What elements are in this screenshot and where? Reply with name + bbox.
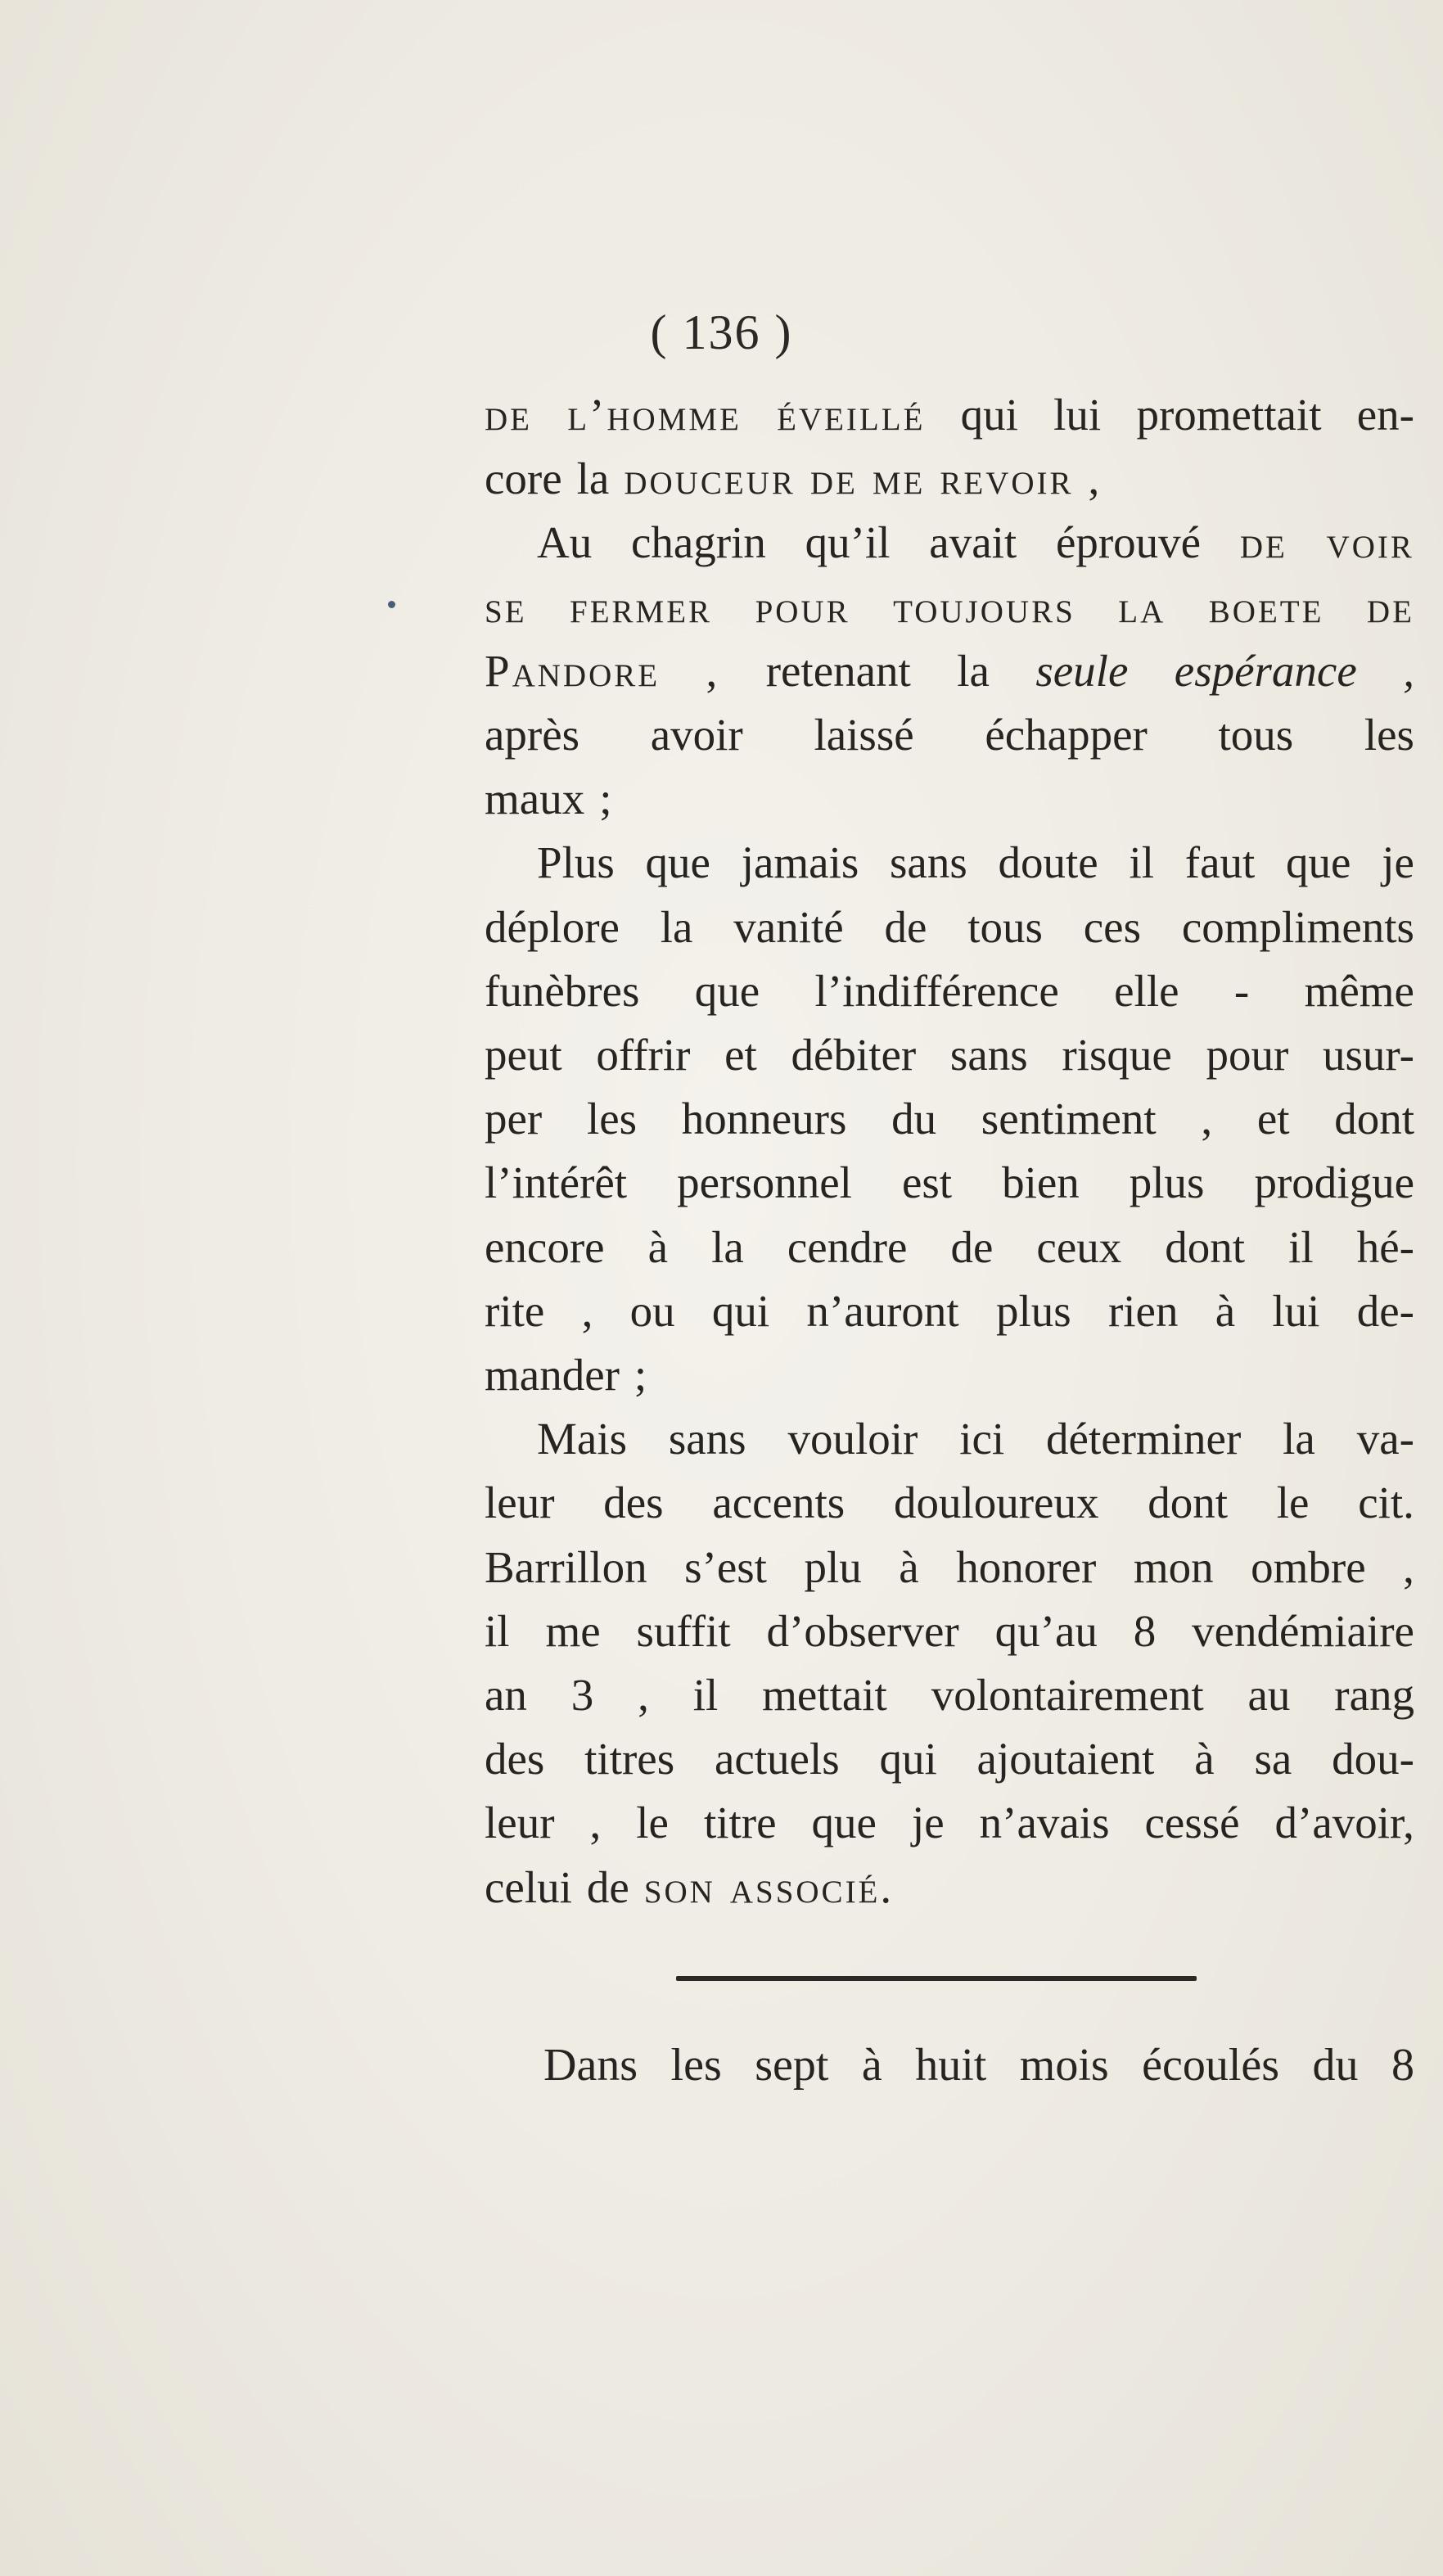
word: mettait — [762, 1670, 887, 1720]
word: éprouvé — [1055, 517, 1202, 568]
word: et — [724, 1030, 757, 1080]
word: leur — [485, 1798, 555, 1848]
word: cit. — [1358, 1477, 1414, 1528]
word: boete — [1208, 581, 1324, 632]
word: bien — [1002, 1157, 1080, 1208]
word: du — [1312, 2040, 1359, 2091]
word: ceux — [1036, 1221, 1122, 1272]
text-line — [485, 767, 1414, 831]
text-line — [485, 1087, 1414, 1151]
text-line — [485, 575, 1414, 639]
word: maux — [485, 774, 585, 824]
word: il — [692, 1670, 719, 1720]
word: le — [636, 1798, 669, 1848]
word: accents — [712, 1477, 846, 1528]
word: que — [811, 1798, 877, 1848]
word: seule — [1035, 645, 1129, 696]
word: cessé — [1144, 1798, 1240, 1848]
word: dont — [1148, 1477, 1228, 1528]
word: se — [485, 581, 527, 632]
word: débiter — [791, 1030, 917, 1080]
word: du — [891, 1094, 937, 1144]
word: , — [706, 645, 720, 696]
word: la — [660, 901, 693, 952]
word: Mais — [537, 1414, 627, 1464]
word: an — [485, 1670, 527, 1720]
word: voir — [1326, 517, 1414, 568]
word: l’intérêt — [485, 1157, 628, 1208]
word: titres — [584, 1734, 675, 1784]
word: elle — [1114, 965, 1179, 1016]
word: huit — [915, 2040, 987, 2091]
word: core — [485, 453, 562, 504]
word: d’observer — [766, 1605, 959, 1656]
word: per — [485, 1094, 543, 1144]
word: associé. — [729, 1861, 895, 1912]
word: à — [861, 2040, 882, 2091]
word: 8 — [1391, 2040, 1414, 2091]
word: ajoutaient — [976, 1734, 1155, 1784]
word: pour — [755, 581, 850, 632]
word: ; — [599, 774, 612, 824]
word: mois — [1019, 2040, 1109, 2091]
word: chagrin — [630, 517, 766, 568]
word: tous — [1218, 710, 1294, 760]
word: déplore — [485, 901, 620, 952]
word: avoir — [650, 710, 743, 760]
word: à — [899, 1541, 919, 1592]
word: l’homme — [567, 390, 742, 440]
word: espérance — [1174, 645, 1357, 696]
word: sans — [949, 1030, 1028, 1080]
word: et — [1256, 1094, 1290, 1144]
word: rite — [485, 1285, 545, 1336]
word: que — [1286, 837, 1351, 888]
text-line — [485, 1279, 1414, 1343]
word: il — [485, 1605, 510, 1656]
word: Barrillon — [485, 1541, 647, 1592]
word: usur- — [1322, 1030, 1414, 1080]
word: plus — [995, 1285, 1071, 1336]
word: plu — [804, 1541, 862, 1592]
word: plus — [1129, 1157, 1205, 1208]
word: de- — [1356, 1285, 1414, 1336]
text-line — [485, 639, 1414, 703]
text-line — [485, 383, 1414, 447]
text-line — [485, 1727, 1414, 1791]
word: va- — [1356, 1414, 1414, 1464]
word: cendre — [787, 1221, 908, 1272]
word: retenant — [765, 645, 911, 696]
text-line — [485, 1663, 1414, 1727]
word: qu’au — [994, 1605, 1098, 1656]
page-number: ( 136 ) — [650, 305, 793, 359]
word: la — [1283, 1414, 1315, 1464]
word: faut — [1184, 837, 1256, 888]
text-line — [485, 1856, 1414, 1920]
word: suffit — [636, 1605, 731, 1656]
word: de — [809, 453, 858, 504]
word: me — [872, 453, 926, 504]
word: je — [911, 1798, 945, 1848]
word: peut — [485, 1030, 562, 1080]
word: des — [485, 1734, 545, 1784]
section-divider — [676, 1976, 1197, 1981]
word: le — [1276, 1477, 1310, 1528]
word: éveillé — [777, 390, 926, 440]
word: prodigue — [1254, 1157, 1414, 1208]
text-line — [485, 959, 1414, 1023]
word: promettait — [1136, 390, 1322, 440]
word: son — [643, 1861, 715, 1912]
word: sept — [755, 2040, 829, 2091]
word: sans — [668, 1414, 746, 1464]
word: il — [1129, 837, 1155, 888]
word: ici — [959, 1414, 1005, 1464]
word: la — [711, 1221, 744, 1272]
word: l’indifférence — [814, 965, 1059, 1016]
word: les — [1364, 710, 1414, 760]
word: tous — [967, 901, 1043, 952]
word: laissé — [814, 710, 914, 760]
word: même — [1304, 965, 1414, 1016]
word: dont — [1334, 1094, 1414, 1144]
word: sans — [890, 837, 967, 888]
word: titre — [703, 1798, 777, 1848]
word: douceur — [624, 453, 796, 504]
word: déterminer — [1046, 1414, 1242, 1464]
text-line — [485, 1216, 1414, 1279]
word: mander — [485, 1350, 620, 1400]
word: est — [901, 1157, 953, 1208]
word: honneurs — [681, 1094, 847, 1144]
word: , — [581, 1285, 593, 1336]
text-line — [485, 1471, 1414, 1535]
text-line — [485, 1536, 1414, 1599]
word: vendémiaire — [1192, 1605, 1414, 1656]
text-line — [485, 896, 1414, 959]
word: je — [1382, 837, 1414, 888]
word: doute — [998, 837, 1098, 888]
word: funèbres — [485, 965, 640, 1016]
word: n’auront — [806, 1285, 959, 1336]
word: , — [638, 1670, 649, 1720]
word: sentiment — [981, 1094, 1157, 1144]
word: qui — [711, 1285, 770, 1336]
word: ou — [629, 1285, 675, 1336]
word: compliments — [1181, 901, 1414, 952]
word: de — [884, 901, 927, 952]
word: la — [957, 645, 990, 696]
word: les — [670, 2040, 722, 2091]
word: celui — [485, 1861, 572, 1912]
word: , — [1201, 1094, 1213, 1144]
word: échapper — [985, 710, 1148, 760]
word: avait — [929, 517, 1017, 568]
word: me — [545, 1605, 601, 1656]
word: n’avais — [979, 1798, 1110, 1848]
word: au — [1247, 1670, 1291, 1720]
word: personnel — [677, 1157, 852, 1208]
word: 3 — [570, 1670, 594, 1720]
word: mon — [1133, 1541, 1214, 1592]
word: Plus — [537, 837, 615, 888]
word: d’avoir, — [1274, 1798, 1414, 1848]
word: , — [1403, 645, 1414, 696]
word: de — [1366, 581, 1414, 632]
word: des — [603, 1477, 664, 1528]
word: ces — [1083, 901, 1141, 952]
word: en- — [1356, 390, 1414, 440]
word: la — [576, 453, 610, 504]
word: Dans — [543, 2040, 638, 2091]
text-line — [485, 1023, 1414, 1087]
word: ; — [634, 1350, 647, 1400]
text-line — [485, 511, 1414, 575]
text-line — [485, 1407, 1414, 1471]
word: , — [1403, 1541, 1414, 1592]
word: , — [589, 1798, 602, 1848]
word: , — [1088, 453, 1103, 504]
word: douloureux — [893, 1477, 1099, 1528]
word: de — [950, 1221, 994, 1272]
word: s’est — [684, 1541, 767, 1592]
word: Au — [537, 517, 593, 568]
text-line — [485, 831, 1414, 895]
ink-speck — [388, 601, 395, 608]
text-line — [485, 1343, 1414, 1407]
word: de — [586, 1861, 629, 1912]
word: fermer — [570, 581, 713, 632]
word: qui — [960, 390, 1018, 440]
text-line — [485, 1151, 1414, 1215]
word: à — [647, 1221, 669, 1272]
word: encore — [485, 1221, 605, 1272]
word: qui — [879, 1734, 937, 1784]
word: il — [1288, 1221, 1314, 1272]
word: revoir — [940, 453, 1074, 504]
word: que — [694, 965, 760, 1016]
word: offrir — [596, 1030, 691, 1080]
word: actuels — [714, 1734, 840, 1784]
continuation-line — [543, 2033, 1414, 2097]
text-line — [485, 1599, 1414, 1663]
word: rang — [1334, 1670, 1414, 1720]
text-line — [485, 1791, 1414, 1855]
word: sa — [1254, 1734, 1292, 1784]
word: volontairement — [931, 1670, 1204, 1720]
word: vanité — [733, 901, 844, 952]
word: Pandore — [485, 645, 661, 696]
word: que — [645, 837, 710, 888]
word: rien — [1107, 1285, 1179, 1336]
word: écoulés — [1142, 2040, 1280, 2091]
word: pour — [1206, 1030, 1289, 1080]
word: lui — [1272, 1285, 1320, 1336]
word: 8 — [1133, 1605, 1157, 1656]
word: les — [586, 1094, 638, 1144]
word: dou- — [1332, 1734, 1414, 1784]
text-line — [485, 703, 1414, 767]
word: la — [1118, 581, 1166, 632]
word: hé- — [1356, 1221, 1414, 1272]
word: vouloir — [787, 1414, 918, 1464]
word: de — [485, 390, 532, 440]
word: à — [1194, 1734, 1215, 1784]
word: de — [1239, 517, 1287, 568]
word: jamais — [741, 837, 859, 888]
word: toujours — [893, 581, 1075, 632]
word: ombre — [1251, 1541, 1366, 1592]
word: dont — [1165, 1221, 1246, 1272]
text-line — [485, 447, 1414, 511]
word: après — [485, 710, 580, 760]
word: - — [1233, 965, 1250, 1016]
word: leur — [485, 1477, 555, 1528]
word: risque — [1062, 1030, 1172, 1080]
word: à — [1215, 1285, 1236, 1336]
word: lui — [1053, 390, 1102, 440]
word: qu’il — [805, 517, 891, 568]
word: honorer — [956, 1541, 1097, 1592]
